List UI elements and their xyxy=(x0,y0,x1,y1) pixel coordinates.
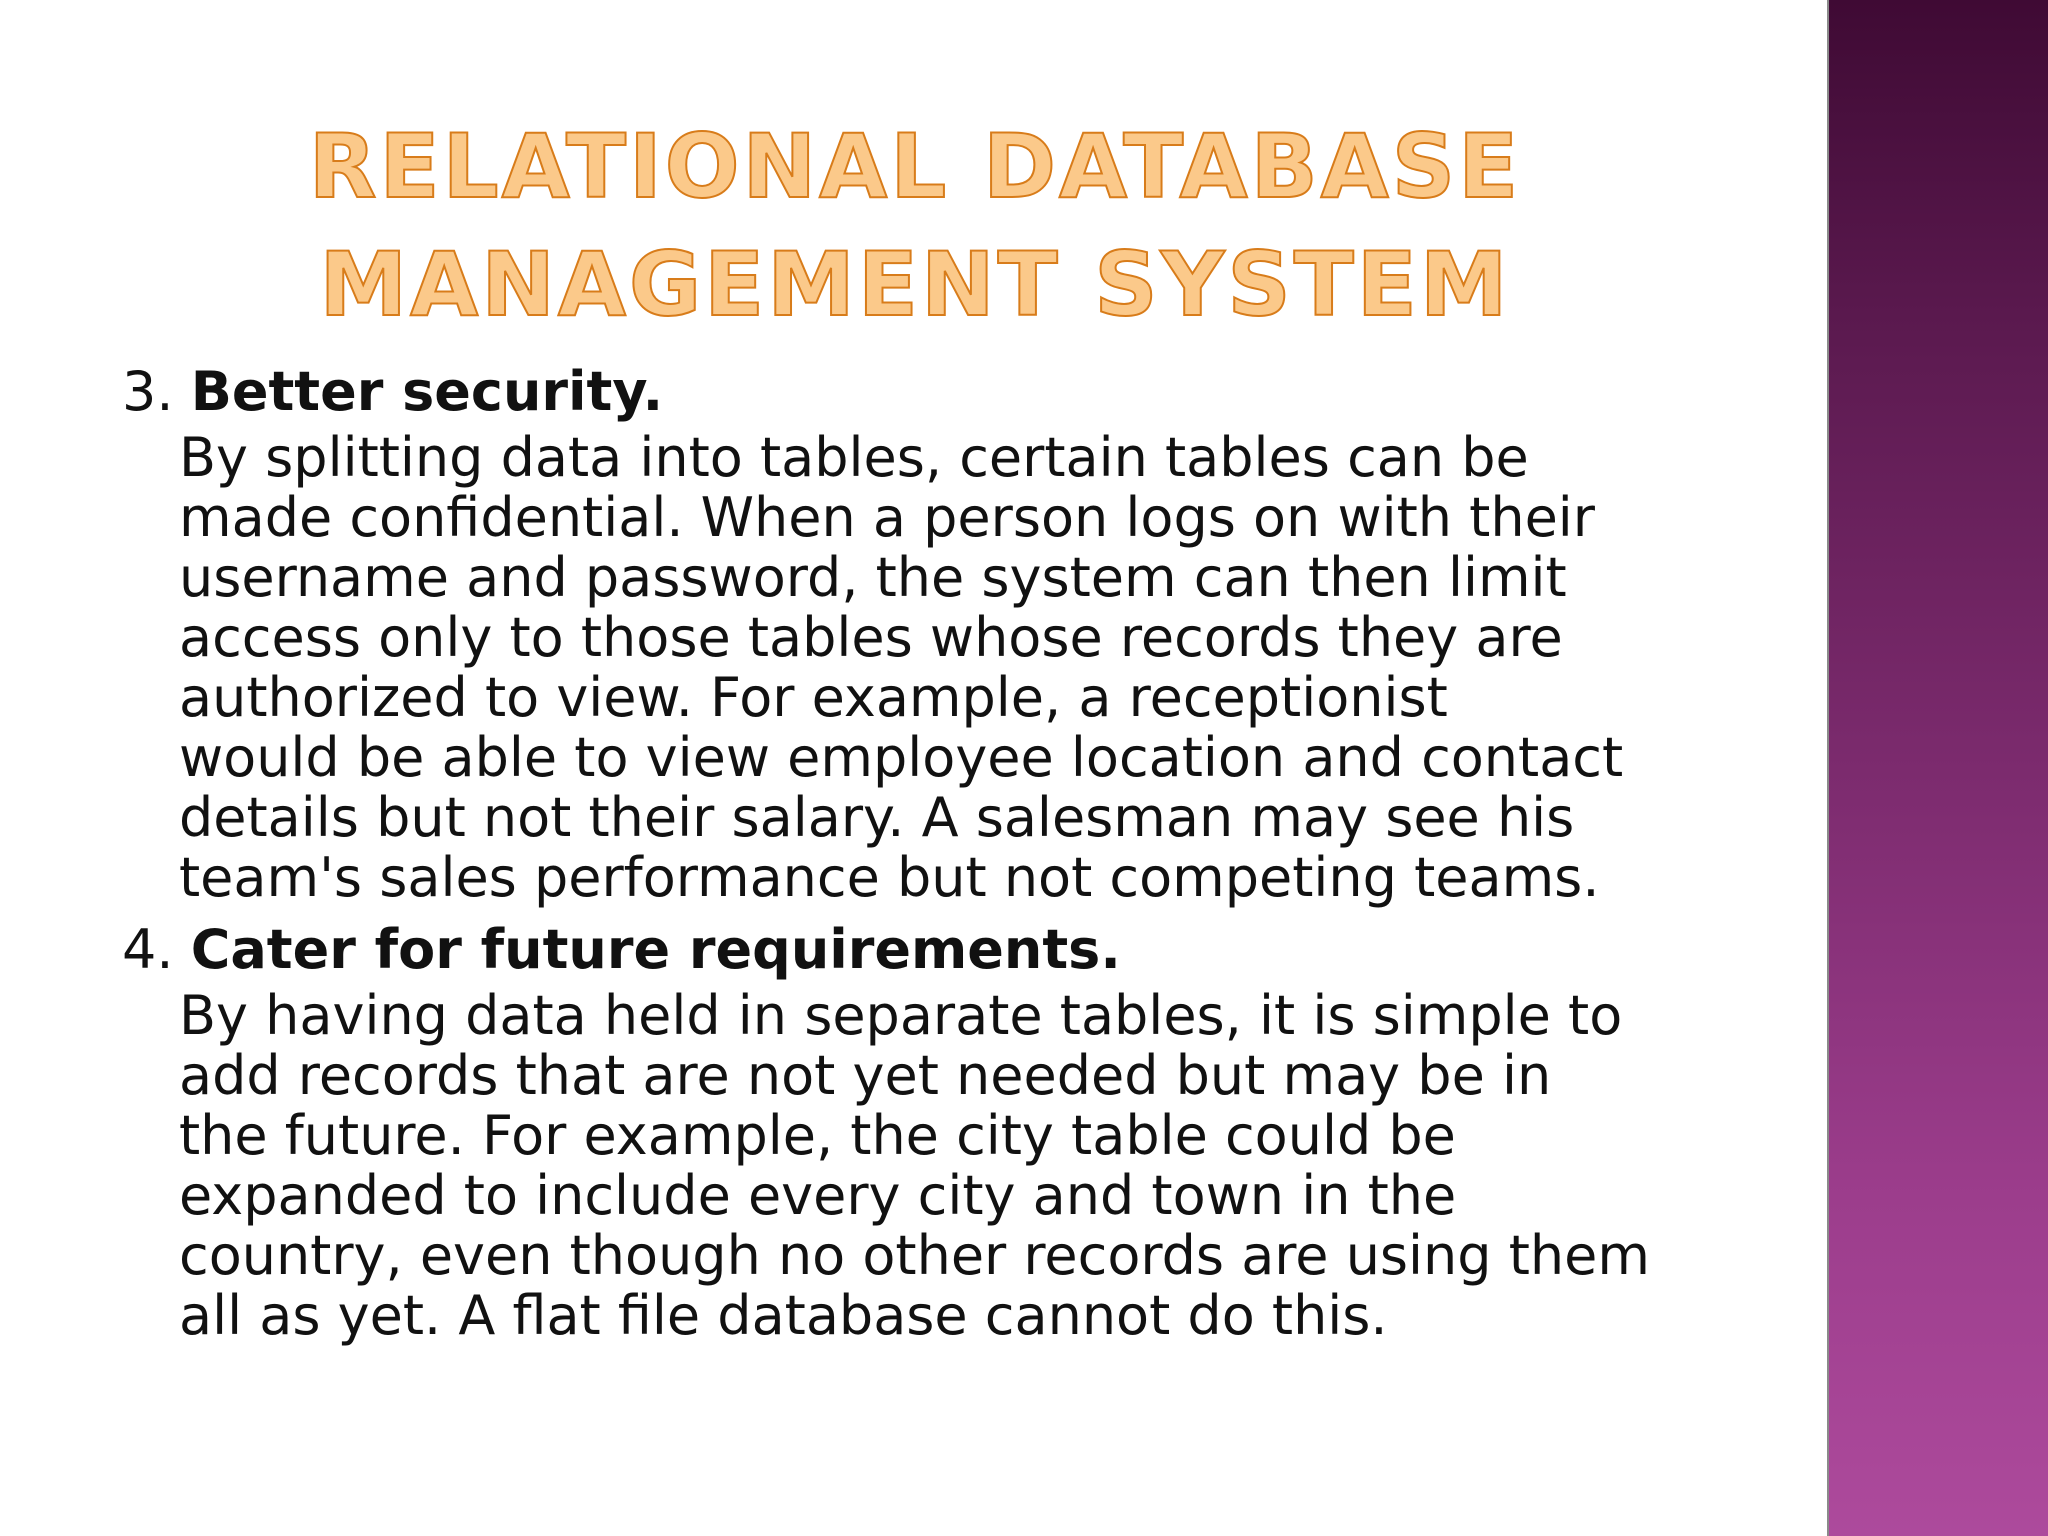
point-heading-better-security xyxy=(122,362,1722,422)
paragraph-line: team's sales performance but not competing teams. xyxy=(179,846,1600,909)
paragraph-line: By splitting data into tables, certain tables can be xyxy=(179,426,1529,489)
paragraph-line: username and password, the system can then limit xyxy=(179,546,1567,609)
paragraph-line: By having data held in separate tables, it is simple to xyxy=(179,984,1623,1047)
paragraph-line: would be able to view employee location and contact xyxy=(179,726,1624,789)
point-label: Cater for future requirements. xyxy=(190,918,1121,981)
slide-title xyxy=(300,108,1530,344)
point-paragraph-better-security xyxy=(179,426,1725,909)
paragraph-line: the future. For example, the city table could be xyxy=(179,1104,1456,1167)
paragraph-line: authorized to view. For example, a receptionist xyxy=(179,666,1448,729)
point-paragraph-future-requirements xyxy=(179,984,1725,1347)
slide-body xyxy=(122,362,1722,1358)
paragraph-line: expanded to include every city and town in the xyxy=(179,1164,1457,1227)
paragraph-line: access only to those tables whose records they are xyxy=(179,606,1563,669)
title-line-1: RELATIONAL DATABASE xyxy=(308,115,1522,218)
point-number: 3. xyxy=(122,360,174,423)
paragraph-line: add records that are not yet needed but may be in xyxy=(179,1044,1552,1107)
paragraph-line: country, even though no other records are using them xyxy=(179,1224,1650,1287)
decorative-side-band xyxy=(1827,0,2048,1536)
point-label: Better security. xyxy=(190,360,664,423)
paragraph-line: all as yet. A flat file database cannot do this. xyxy=(179,1284,1388,1347)
point-number: 4. xyxy=(122,918,174,981)
paragraph-line: details but not their salary. A salesman may see his xyxy=(179,786,1575,849)
title-line-2: MANAGEMENT SYSTEM xyxy=(319,233,1511,336)
paragraph-line: made confidential. When a person logs on with their xyxy=(179,486,1595,549)
point-heading-future-requirements xyxy=(122,920,1722,980)
